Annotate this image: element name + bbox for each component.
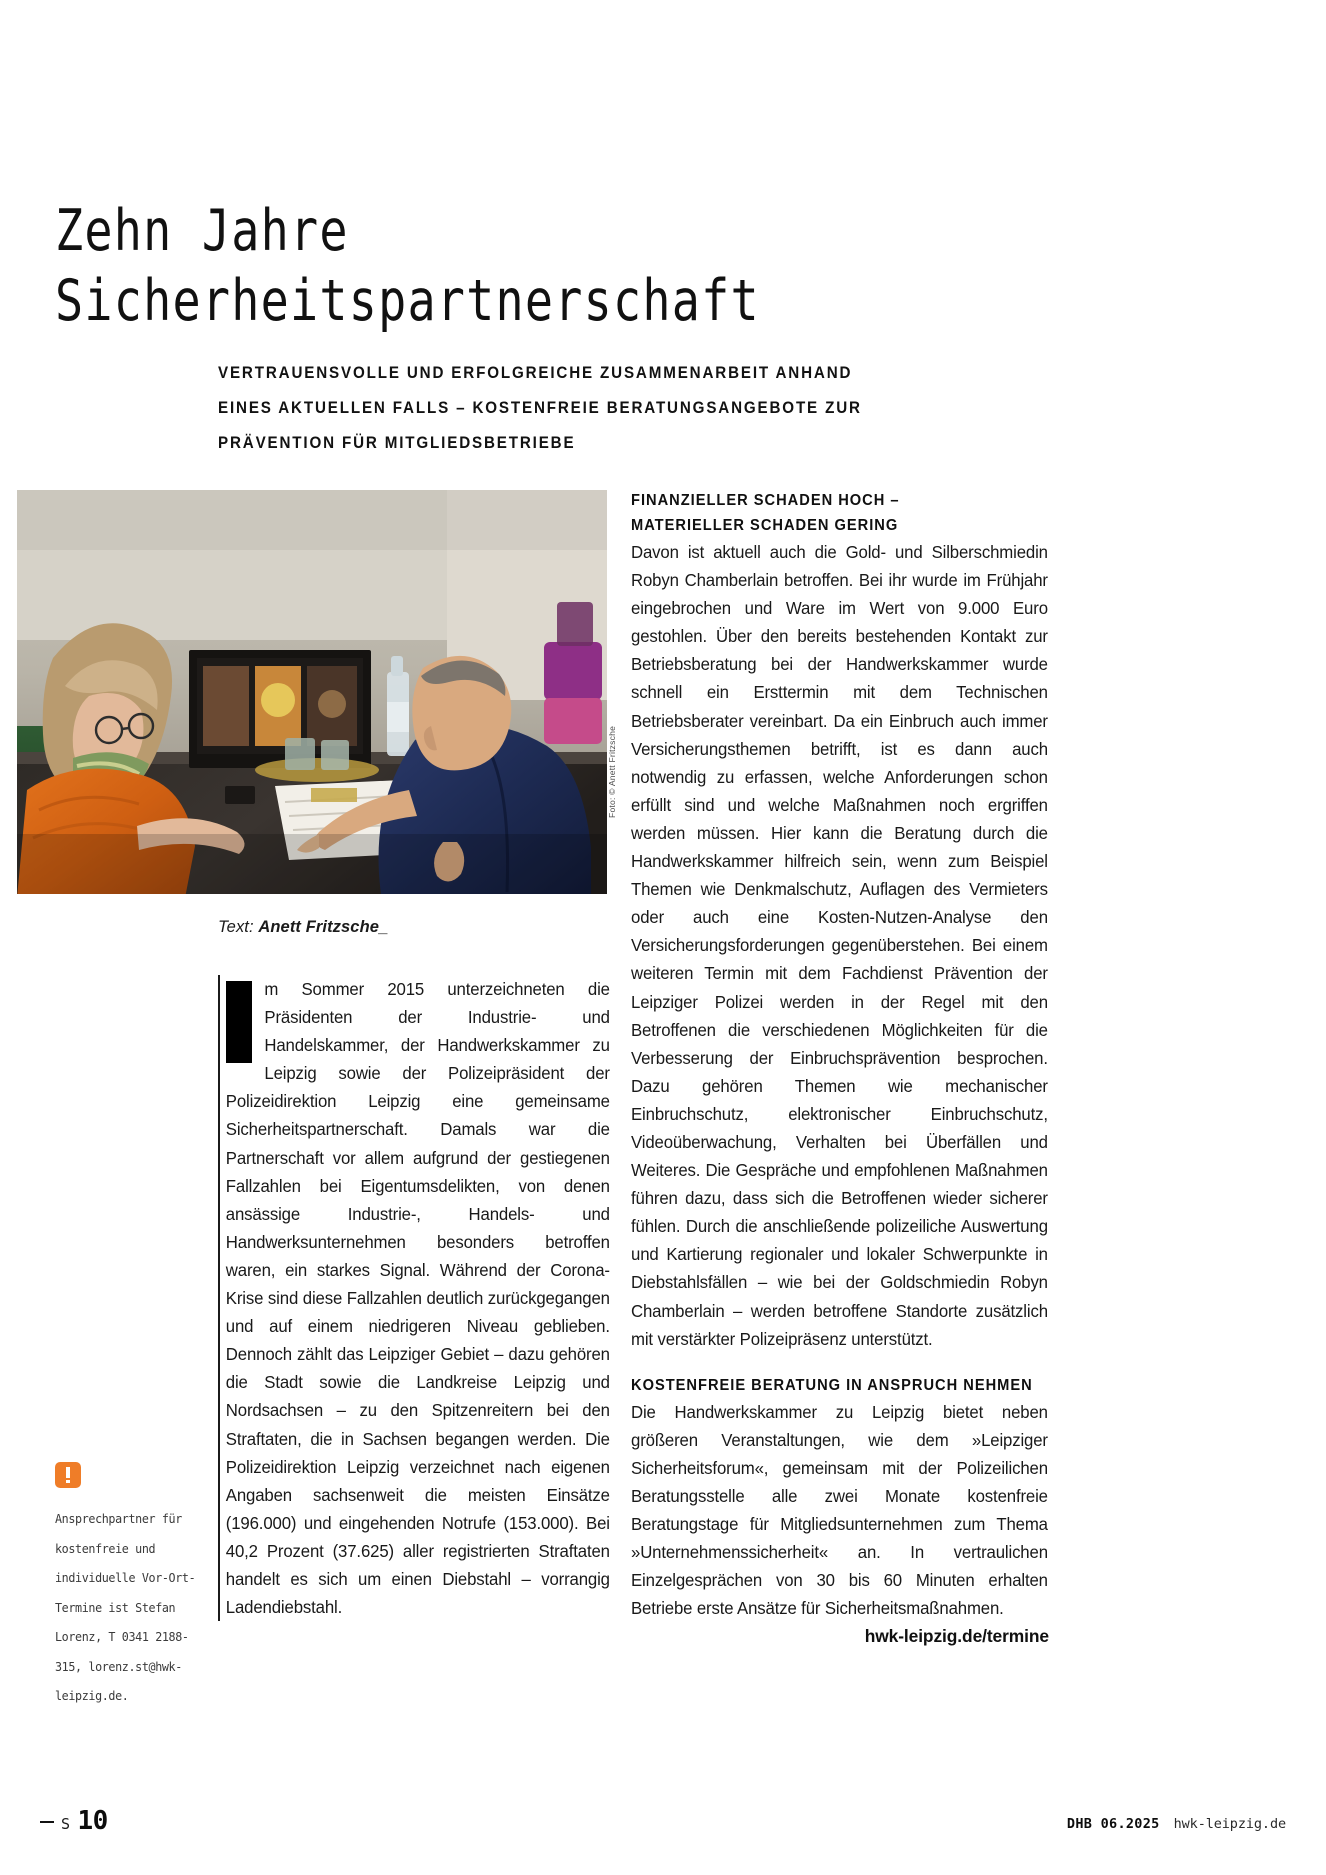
right-column-paragraph-1: Davon ist aktuell auch die Gold- und Silberschmiedin Robyn Chamberlain betroffen. Bei ihr wurde im Frühjahr eingebrochen und Ware im Wert von 9.000 Euro gestohlen. Über den bereits bestehenden Kontakt zur Betriebsberatung bei der Handwerkskammer wurde schnell ein Ersttermin mit dem Technischen Betriebsberater vereinbart. Da ein Einbruch auch immer Versicherungsthemen betrifft, ist es dann auch notwendig zu erfassen, welche Anforderungen schon erfüllt sind und welche Maßnahmen noch ergriffen werden müssen. Hier kann die Beratung durch die Handwerkskammer hilfreich sein, wenn zum Beispiel Themen wie Denkmalschutz, Auflagen des Vermieters oder auch eine Kosten-Nutzen-Analyse den Versicherungsforderungen gegenüberstehen. Bei einem weiteren Termin mit dem Fachdienst Prävention der Leipziger Polizei werden in der Regel mit den Betroffenen die verschiedenen Möglichkeiten für die Verbesserung der Einbruchsprävention besprochen. Dazu gehören Themen wie mechanischer Einbruchschutz, elektronischer Einbruchschutz, Videoüberwachung, Verhalten bei Überfällen und Weiteres. Die Gespräche und empfohlenen Maßnahmen führen dazu, dass sich die Betroffenen wieder sicherer fühlen. Durch die anschließende polizeiliche Auswertung und Kartierung regionaler und lokaler Schwerpunkte in Diebstahlsfällen – wie bei der Goldschmiedin Robyn Chamberlain – werden betroffene Standorte zusätzlich mit verstärkter Polizeipräsenz unterstützt.	[631, 542, 1048, 1349]
footer-dash-icon	[40, 1821, 54, 1823]
footer-page-number: 10	[77, 1806, 108, 1836]
title-line-1: Zehn Jahre	[55, 198, 349, 264]
photo-illustration	[17, 490, 607, 894]
kicker-line-2: EINES AKTUELLEN FALLS – KOSTENFREIE BERATUNGSANGEBOTE ZUR	[218, 399, 862, 417]
photo-credit: Foto: © Anett Fritzsche	[607, 725, 617, 818]
byline-author: Anett Fritzsche_	[258, 918, 389, 936]
section-heading-2: KOSTENFREIE BERATUNG IN ANSPRUCH NEHMEN	[631, 1376, 1033, 1394]
info-url[interactable]: hwk-leipzig.de/termine	[864, 1626, 1049, 1647]
kicker-line-1: VERTRAUENSVOLLE UND ERFOLGREICHE ZUSAMMENARBEIT ANHAND	[218, 364, 853, 382]
byline-label: Text:	[218, 918, 254, 936]
article-photo	[17, 490, 607, 894]
footer-site[interactable]: hwk-leipzig.de	[1173, 1816, 1286, 1832]
right-column-paragraph-2: Die Handwerkskammer zu Leipzig bietet neben größeren Veranstaltungen, wie dem »Leipziger Sicherheitsforum«, gemeinsam mit der Polizeilichen Beratungsstelle alle zwei Monate kostenfreie Beratungstage für Mitgliedsunternehmen zum Thema »Unternehmenssicherheit« an. In vertraulichen Einzelgesprächen von 30 bis 60 Minuten erhalten Betriebe erste Ansätze für Sicherheitsmaßnahmen.	[631, 1401, 1048, 1619]
footer-page	[40, 1806, 108, 1836]
exclamation-icon	[55, 1462, 81, 1488]
footer-meta	[1067, 1816, 1286, 1832]
title-line-2: Sicherheitspartnerschaft	[55, 268, 760, 334]
right-column	[631, 488, 1049, 1651]
left-column	[218, 975, 618, 1621]
page-footer	[0, 1806, 1326, 1846]
byline	[218, 918, 388, 937]
contact-note-text: Ansprechpartner für kostenfreie und individuelle Vor-Ort-Termine ist Stefan Lorenz, T 0341 2188-315, lorenz.st@hwk-leipzig.de.	[55, 1511, 196, 1703]
contact-note	[55, 1462, 215, 1711]
page-title	[55, 196, 1255, 336]
section-heading-1-line-2: MATERIELLER SCHADEN GERING	[631, 517, 899, 534]
footer-issue: DHB 06.2025	[1066, 1816, 1160, 1832]
article-kicker	[218, 356, 918, 461]
kicker-line-3: PRÄVENTION FÜR MITGLIEDSBETRIEBE	[218, 434, 576, 452]
footer-page-prefix: S	[61, 1815, 71, 1833]
section-heading-1-line-1: FINANZIELLER SCHADEN HOCH –	[631, 492, 900, 509]
left-column-paragraph: m Sommer 2015 unterzeichneten die Präsidenten der Industrie- und Handelskammer, der Handwerkskammer zu Leipzig sowie der Polizeipräsident der Polizeidirektion Leipzig eine gemeinsame Sicherheitspartnerschaft. Damals war die Partnerschaft vor allem aufgrund der gestiegenen Fallzahlen bei Eigentumsdelikten, von denen ansässige Industrie-, Handels- und Handwerksunternehmen besonders betroffen waren, ein starkes Signal. Während der Corona-Krise sind diese Fallzahlen deutlich zurückgegangen und auf einem niedrigeren Niveau geblieben. Dennoch zählt das Leipziger Gebiet – dazu gehören die Stadt sowie die Landkreise Leipzig und Nordsachsen – zu den Spitzenreitern bei den Straftaten, die in Sachsen begangen werden. Die Polizeidirektion Leipzig verzeichnet nach eigenen Angaben sachsenweit die meisten Einsätze (196.000) und eingehenden Notrufe (153.000). Bei 40,2 Prozent (37.625) aller registrierten Straftaten handelt es sich um einen Diebstahl – vorrangig Ladendiebstahl.	[225, 979, 610, 1618]
